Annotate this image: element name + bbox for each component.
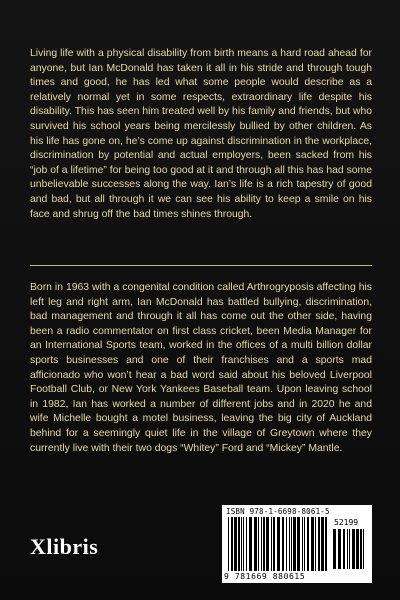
isbn-label: ISBN 978-1-6698-8061-5 <box>226 507 330 516</box>
barcode-addon-number: 52199 <box>334 518 359 527</box>
publisher-logo: Xlibris <box>30 534 99 559</box>
barcode-bars <box>226 517 330 573</box>
blurb-paragraph-1: Living life with a physical disability from birth means a hard road ahead for anyone, but Ian McDonald has taken it all in his stride and through tough times and good, he has led what some people would describe as a relatively normal yet in some respects, extraordinary life despite his disability. This has seen him treated well by his family and friends, but who survived his school years being mercilessly bullied by other children. As his life has gone on, he’s come up against discrimination in the workplace, discrimination by potential and actual employers, been sacked from his “job of a lifetime” for being too good at it and through all this has had some unbelievable successes along the way. Ian’s life is a rich tapestry of good and bad, but all through it we can see his ability to keep a smile on his face and shrug off the bad times shines through. <box>30 48 372 220</box>
divider-line <box>30 265 372 266</box>
isbn-barcode <box>222 505 372 583</box>
barcode-ean-number: 9 781669 880615 <box>224 572 306 581</box>
barcode-addon-bars <box>332 529 368 573</box>
blurb-paragraph-2: Born in 1963 with a congenital condition called Arthrogryposis affecting his left leg and right arm, Ian McDonald has battled bullying, discrimination, bad management and through it all has come out the other side, having been a radio commentator on first class cricket, been Media Manager for an International Sports team, worked in the offices of a multi billion dollar sports businesses and one of their franchises and a sports mad afficionado who won’t hear a bad word said about his beloved Liverpool Football Club, or New York Yankees Baseball team. Upon leaving school in 1982, Ian has worked a number of different jobs and in 2020 he and wife Michelle bought a motel business, leaving the big city of Auckland behind for a seemingly quiet life in the village of Greytown where they currently live with their two dogs “Whitey” Ford and “Mickey” Mantle. <box>30 282 372 454</box>
